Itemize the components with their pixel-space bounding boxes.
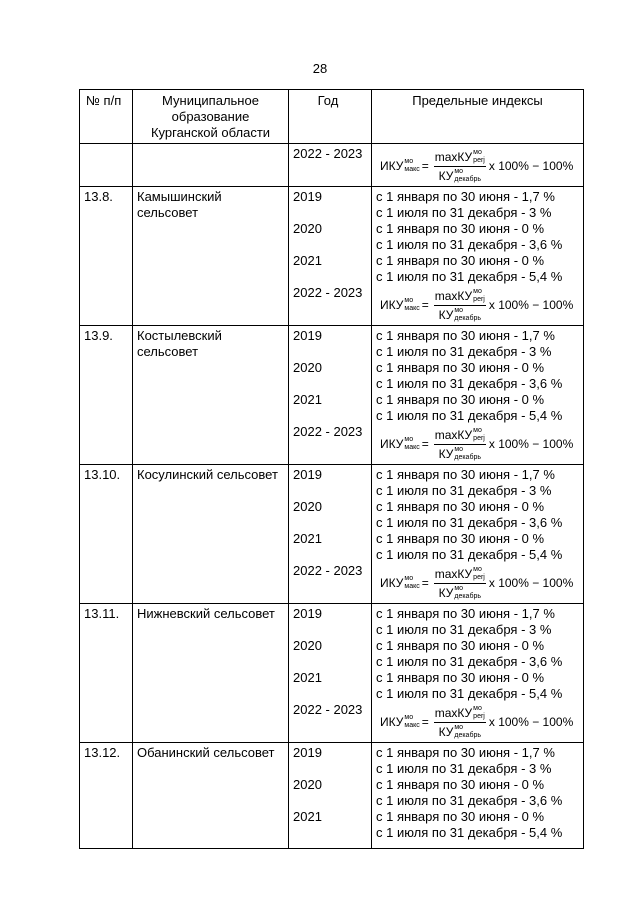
formula-den-sub: декабрь: [454, 314, 481, 322]
formula-lhs-sub: макс: [404, 305, 420, 312]
formula-lhs-sup: мо: [404, 714, 414, 721]
index-line: с 1 июля по 31 декабря - 5,4 %: [376, 547, 563, 562]
header-name: Муниципальное образование Курганской области: [133, 90, 289, 144]
formula-numerator: [434, 705, 486, 723]
formula-numerator: [434, 288, 486, 306]
formula-denominator: [439, 723, 481, 740]
formula-den-sub: декабрь: [454, 453, 481, 461]
formula-num-text: maxКУ: [434, 705, 473, 720]
year-label: 2021: [293, 670, 322, 685]
cell-indices: [372, 187, 584, 326]
formula-lhs-sup: мо: [404, 436, 414, 443]
formula-lhs-text: ИКУ: [380, 298, 404, 312]
header-indices: Предельные индексы: [372, 90, 584, 144]
formula-denominator: [439, 445, 481, 462]
cell-name: Обанинский сельсовет: [133, 743, 289, 849]
formula-num-sup: мо: [473, 287, 482, 295]
formula-lhs-text: ИКУ: [380, 715, 404, 729]
index-line: с 1 января по 30 июня - 0 %: [376, 638, 545, 653]
formula-lhs: [380, 158, 420, 174]
formula-slot: [376, 285, 579, 325]
cell-num: 13.9.: [80, 326, 133, 465]
year-label: 2020: [293, 499, 322, 514]
cell-num: 13.11.: [80, 604, 133, 743]
index-line: с 1 июля по 31 декабря - 3,6 %: [376, 376, 563, 391]
formula-equals: =: [421, 298, 429, 312]
index-line: с 1 января по 30 июня - 0 %: [376, 221, 545, 236]
formula-num-sup: мо: [473, 426, 482, 434]
year-label: 2019: [293, 467, 322, 482]
formula-tail: x 100% − 100%: [488, 298, 574, 312]
formula-num-sup: мо: [473, 565, 482, 573]
year-label: 2022 - 2023: [293, 424, 363, 439]
formula-num-sub: perj: [473, 434, 485, 442]
formula-den-text: КУ: [438, 724, 454, 739]
cell-name: Нижневский сельсовет: [133, 604, 289, 743]
table-row: [80, 604, 584, 743]
index-line: с 1 июля по 31 декабря - 3 %: [376, 622, 552, 637]
formula-lhs-text: ИКУ: [380, 437, 404, 451]
cell-year: [289, 743, 372, 849]
index-line: с 1 июля по 31 декабря - 3,6 %: [376, 515, 563, 530]
index-line: с 1 июля по 31 декабря - 5,4 %: [376, 269, 563, 284]
formula-num-sub: perj: [473, 156, 485, 164]
formula-slot: [376, 702, 579, 742]
formula-num-sub: perj: [473, 712, 485, 720]
year-label: 2022 - 2023: [293, 702, 363, 717]
formula-lhs-sub: макс: [404, 444, 420, 451]
header-num: № п/п: [80, 90, 133, 144]
index-line: с 1 января по 30 июня - 1,7 %: [376, 606, 555, 621]
cell-num: [80, 144, 133, 187]
index-line: с 1 июля по 31 декабря - 5,4 %: [376, 686, 563, 701]
cell-name: Косулинский сельсовет: [133, 465, 289, 604]
year-label: 2021: [293, 392, 322, 407]
formula-lhs-text: ИКУ: [380, 576, 404, 590]
formula-lhs-sup: мо: [404, 575, 414, 582]
cell-year: [289, 604, 372, 743]
formula-den-sup: мо: [454, 723, 464, 731]
index-line: с 1 января по 30 июня - 0 %: [376, 253, 545, 268]
index-line: с 1 января по 30 июня - 1,7 %: [376, 328, 555, 343]
formula-equals: =: [421, 715, 429, 729]
year-label: 2019: [293, 745, 322, 760]
formula-lhs-sub: макс: [404, 583, 420, 590]
formula-lhs: [380, 575, 420, 591]
year-label: 2022 - 2023: [293, 146, 363, 161]
index-line: с 1 января по 30 июня - 0 %: [376, 499, 545, 514]
formula-num-sup: мо: [473, 148, 482, 156]
index-line: с 1 июля по 31 декабря - 3,6 %: [376, 654, 563, 669]
cell-num: 13.12.: [80, 743, 133, 849]
formula-den-sub: декабрь: [454, 175, 481, 183]
year-label: 2019: [293, 189, 322, 204]
year-label: 2020: [293, 221, 322, 236]
formula-fraction: [434, 427, 486, 462]
indices-table: [79, 89, 584, 849]
formula-den-sup: мо: [454, 584, 464, 592]
index-formula: [376, 288, 573, 323]
formula-tail: x 100% − 100%: [488, 715, 574, 729]
index-line: с 1 января по 30 июня - 0 %: [376, 392, 545, 407]
cell-num: 13.8.: [80, 187, 133, 326]
year-label: 2022 - 2023: [293, 563, 363, 578]
table-row-continuation: [80, 144, 584, 187]
cell-year: [289, 187, 372, 326]
index-line: с 1 января по 30 июня - 0 %: [376, 670, 545, 685]
formula-num-text: maxКУ: [434, 149, 473, 164]
index-line: с 1 июля по 31 декабря - 3,6 %: [376, 237, 563, 252]
cell-year: [289, 465, 372, 604]
formula-numerator: [434, 566, 486, 584]
formula-lhs: [380, 436, 420, 452]
formula-lhs-sub: макс: [404, 166, 420, 173]
index-line: с 1 января по 30 июня - 0 %: [376, 360, 545, 375]
index-line: с 1 июля по 31 декабря - 3 %: [376, 761, 552, 776]
formula-fraction: [434, 705, 486, 740]
formula-tail: x 100% − 100%: [488, 576, 574, 590]
formula-den-sub: декабрь: [454, 592, 481, 600]
formula-num-sup: мо: [473, 704, 482, 712]
formula-tail: x 100% − 100%: [488, 159, 574, 173]
index-formula: [376, 427, 573, 462]
formula-slot: [376, 146, 579, 186]
table-header-row: [80, 90, 584, 144]
formula-num-text: maxКУ: [434, 288, 473, 303]
formula-den-text: КУ: [438, 168, 454, 183]
formula-slot: [376, 424, 579, 464]
index-line: с 1 января по 30 июня - 0 %: [376, 809, 545, 824]
index-line: с 1 января по 30 июня - 1,7 %: [376, 467, 555, 482]
formula-den-sub: декабрь: [454, 731, 481, 739]
index-line: с 1 января по 30 июня - 1,7 %: [376, 189, 555, 204]
formula-lhs-sub: макс: [404, 722, 420, 729]
cell-indices: [372, 144, 584, 187]
year-label: 2022 - 2023: [293, 285, 363, 300]
index-formula: [376, 149, 573, 184]
cell-name: Костылевский сельсовет: [133, 326, 289, 465]
formula-denominator: [439, 584, 481, 601]
year-label: 2021: [293, 253, 322, 268]
year-label: 2020: [293, 638, 322, 653]
formula-num-sub: perj: [473, 295, 485, 303]
index-line: с 1 июля по 31 декабря - 3,6 %: [376, 793, 563, 808]
header-year: Год: [289, 90, 372, 144]
formula-slot: [376, 563, 579, 603]
formula-equals: =: [421, 576, 429, 590]
index-line: с 1 июля по 31 декабря - 3 %: [376, 483, 552, 498]
formula-lhs: [380, 714, 420, 730]
cell-indices: [372, 604, 584, 743]
formula-den-sup: мо: [454, 167, 464, 175]
year-label: 2021: [293, 809, 322, 824]
index-line: с 1 января по 30 июня - 0 %: [376, 777, 545, 792]
cell-year: [289, 144, 372, 187]
formula-den-sup: мо: [454, 306, 464, 314]
year-label: 2019: [293, 328, 322, 343]
year-label: 2019: [293, 606, 322, 621]
cell-indices: [372, 743, 584, 849]
table-row: [80, 187, 584, 326]
formula-den-sup: мо: [454, 445, 464, 453]
formula-tail: x 100% − 100%: [488, 437, 574, 451]
index-formula: [376, 705, 573, 740]
cell-num: 13.10.: [80, 465, 133, 604]
formula-fraction: [434, 566, 486, 601]
cell-year: [289, 326, 372, 465]
year-label: 2020: [293, 360, 322, 375]
year-label: 2021: [293, 531, 322, 546]
page-number: 28: [312, 61, 328, 76]
table-row: [80, 743, 584, 849]
index-line: с 1 июля по 31 декабря - 5,4 %: [376, 408, 563, 423]
formula-fraction: [434, 288, 486, 323]
formula-num-sub: perj: [473, 573, 485, 581]
index-line: с 1 июля по 31 декабря - 5,4 %: [376, 825, 563, 840]
formula-den-text: КУ: [438, 585, 454, 600]
index-line: с 1 июля по 31 декабря - 3 %: [376, 344, 552, 359]
table-row: [80, 326, 584, 465]
cell-indices: [372, 326, 584, 465]
formula-denominator: [439, 167, 481, 184]
cell-name: [133, 144, 289, 187]
formula-lhs-sup: мо: [404, 297, 414, 304]
formula-numerator: [434, 149, 486, 167]
formula-num-text: maxКУ: [434, 427, 473, 442]
table-row: [80, 465, 584, 604]
formula-num-text: maxКУ: [434, 566, 473, 581]
formula-denominator: [439, 306, 481, 323]
formula-lhs-sup: мо: [404, 158, 414, 165]
index-line: с 1 января по 30 июня - 1,7 %: [376, 745, 555, 760]
formula-numerator: [434, 427, 486, 445]
cell-indices: [372, 465, 584, 604]
cell-name: Камышинский сельсовет: [133, 187, 289, 326]
formula-den-text: КУ: [438, 307, 454, 322]
formula-fraction: [434, 149, 486, 184]
formula-lhs: [380, 297, 420, 313]
formula-equals: =: [421, 437, 429, 451]
formula-equals: =: [421, 159, 429, 173]
index-line: с 1 июля по 31 декабря - 3 %: [376, 205, 552, 220]
index-line: с 1 января по 30 июня - 0 %: [376, 531, 545, 546]
formula-lhs-text: ИКУ: [380, 159, 404, 173]
formula-den-text: КУ: [438, 446, 454, 461]
index-formula: [376, 566, 573, 601]
year-label: 2020: [293, 777, 322, 792]
